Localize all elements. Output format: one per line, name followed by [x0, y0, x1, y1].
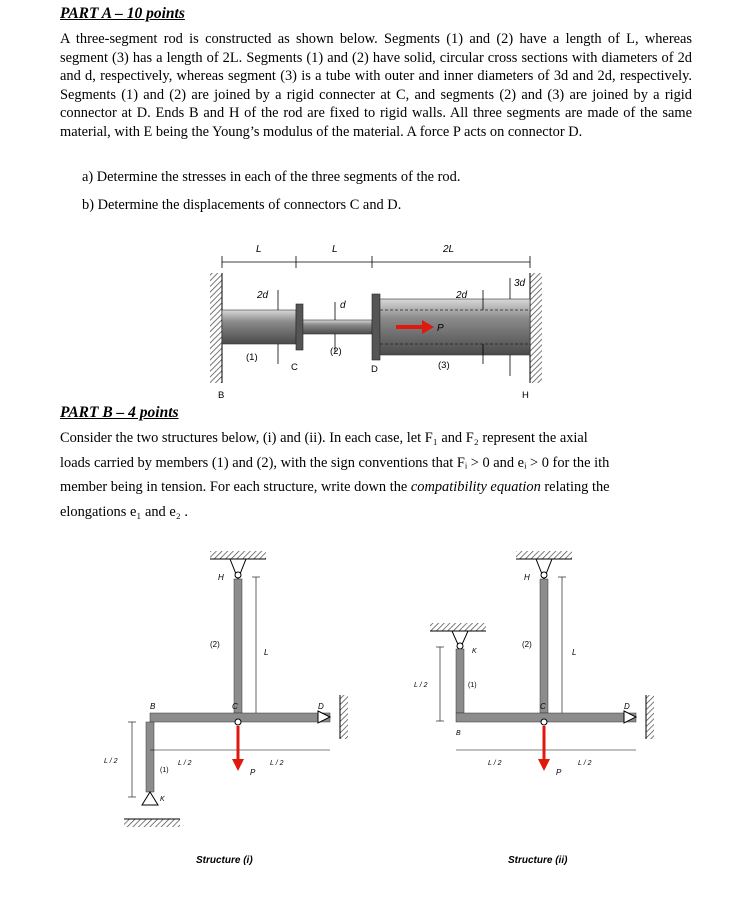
structure-i — [104, 551, 348, 866]
s1-label-1: (1) — [160, 767, 169, 774]
structure-ii — [414, 551, 654, 866]
label-seg1: (1) — [246, 352, 258, 363]
label-d: d — [340, 300, 346, 311]
part-b-line1: Consider the two structures below, (i) and (ii). In each case, let F₁ and F₂ represent the axial — [60, 430, 588, 446]
s2-label-L2-left: L / 2 — [414, 682, 428, 689]
s1-label-K: K — [160, 796, 165, 803]
wall-right — [530, 273, 542, 383]
question-b: b) Determine the displacements of connectors C and D. — [82, 197, 402, 213]
segment-2 — [303, 320, 372, 334]
s1-label-C: C — [232, 702, 238, 711]
label-3d: 3d — [514, 278, 526, 289]
s1-label-H: H — [218, 573, 224, 582]
s2-label-2: (2) — [522, 640, 532, 649]
label-2d-right: 2d — [456, 290, 468, 301]
s1-label-B: B — [150, 702, 156, 711]
s2-label-L: L — [572, 648, 577, 657]
label-2d-left: 2d — [257, 290, 269, 301]
s1-label-L: L — [264, 648, 269, 657]
label-D: D — [371, 364, 378, 375]
connector-D — [372, 294, 380, 360]
s2-label-B: B — [456, 730, 461, 737]
part-b-heading: PART B – 4 points — [60, 404, 179, 421]
s1-label-L2-a: L / 2 — [178, 760, 192, 767]
label-seg2: (2) — [330, 346, 342, 357]
s2-member-2 — [540, 579, 548, 713]
s1-label-L2-b: L / 2 — [270, 760, 284, 767]
dim-label-L1: L — [256, 244, 262, 255]
label-P: P — [437, 323, 444, 334]
s2-label-L2-b: L / 2 — [578, 760, 592, 767]
s2-label-P: P — [556, 768, 562, 777]
s2-member-1 — [456, 649, 464, 713]
label-seg3: (3) — [438, 360, 450, 371]
s1-member-1 — [146, 722, 154, 792]
dim-label-2L: 2L — [443, 244, 455, 255]
part-b-paragraph — [60, 426, 692, 524]
three-segment-rod-figure — [200, 228, 560, 428]
s2-label-1: (1) — [468, 682, 477, 689]
part-b-line2: loads carried by members (1) and (2), with the sign conventions that Fᵢ > 0 and eᵢ > 0 for the ith — [60, 454, 610, 471]
connector-C — [296, 304, 303, 350]
s1-label-D: D — [318, 702, 324, 711]
s1-label-2: (2) — [210, 640, 220, 649]
s2-label-L2-a: L / 2 — [488, 760, 502, 767]
part-b-line4: elongations e₁ and e₂ . — [60, 503, 188, 520]
s2-label-D: D — [624, 702, 630, 711]
wall-left — [210, 273, 222, 383]
question-a: a) Determine the stresses in each of the three segments of the rod. — [82, 169, 461, 185]
s2-label-C: C — [540, 702, 546, 711]
s2-label-H: H — [524, 573, 530, 582]
s1-label-P: P — [250, 768, 256, 777]
dimension-line — [222, 256, 530, 268]
structures-figure — [0, 535, 748, 875]
label-B: B — [218, 390, 225, 401]
part-b-line3-pre: member being in tension. For each structure, write down the — [60, 479, 411, 495]
part-b-line3-emphasis: compatibility equation — [410, 479, 541, 495]
s1-caption: Structure (i) — [196, 855, 253, 866]
part-a-heading: PART A – 10 points — [60, 5, 185, 22]
s2-label-K: K — [472, 648, 477, 655]
label-H: H — [522, 390, 529, 401]
part-b-line3-post: relating the — [540, 479, 610, 495]
segment-1 — [222, 310, 296, 344]
part-a-paragraph: A three-segment rod is constructed as shown below. Segments (1) and (2) have a length of L, whereas segment (3) has a length of 2L. Segments (1) and (2) have solid, circular cross sections with diameters of 2d and d, respectively, whereas segment (3) is a tube with outer and inner diameters of 3d and 2d, respectively. Segments (1) and (2) are joined by a rigid connecter at C, and segments (2) and (3) are joined by a rigid connector at D. Ends B and H of the rod are fixed to rigid walls. All three segments are made of the same material, with E being the Young’s modulus of the material. A force P acts on connector D. — [60, 31, 692, 140]
s1-member-2 — [234, 579, 242, 713]
s1-label-L2-left: L / 2 — [104, 758, 118, 765]
label-C: C — [291, 362, 298, 373]
s2-caption: Structure (ii) — [508, 855, 568, 866]
dim-label-L2: L — [332, 244, 338, 255]
